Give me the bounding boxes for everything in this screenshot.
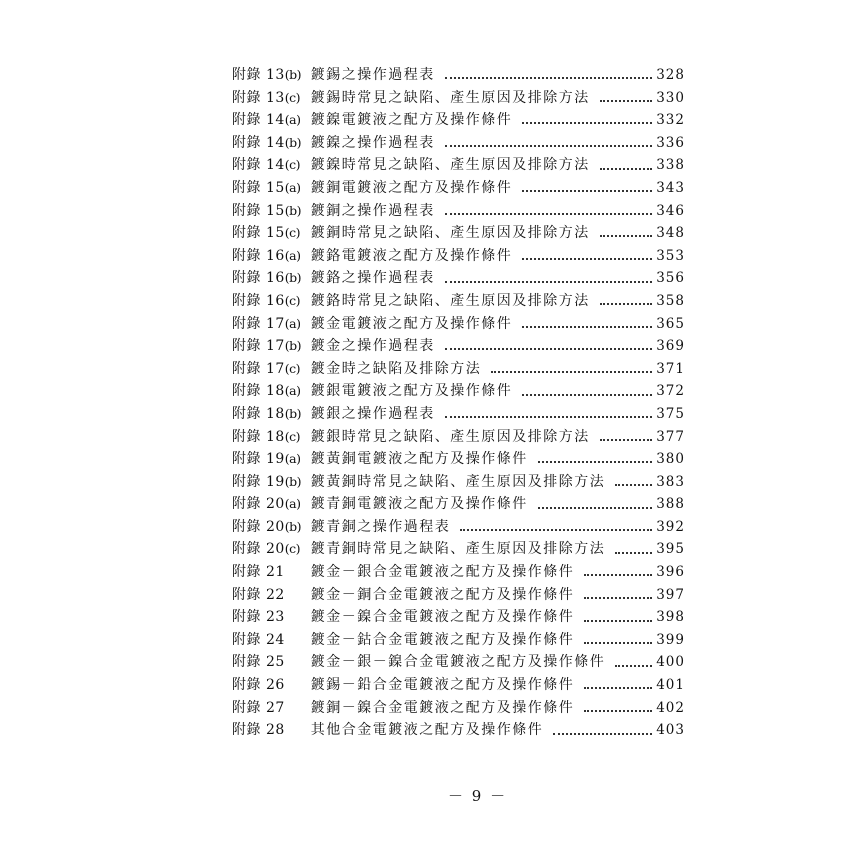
dot-leader (600, 100, 652, 102)
toc-entry-page-number: 338 (656, 157, 685, 174)
toc-entry-subsection: (a) (284, 179, 301, 195)
toc-entry (232, 267, 685, 290)
toc-entry (232, 245, 685, 268)
toc-entry-page-number: 353 (656, 247, 685, 264)
toc-entry (232, 561, 685, 584)
toc-entry-page-number: 375 (656, 405, 685, 422)
toc-entry-title: 鍍金－銀合金電鍍液之配方及操作條件 (310, 564, 575, 581)
toc-entry-label: 附錄 14 (232, 112, 285, 129)
toc-entry-title: 鍍銀電鍍液之配方及操作條件 (310, 383, 513, 400)
toc-entry-title: 鍍鉻時常見之缺陷、產生原因及排除方法 (310, 292, 590, 309)
toc-entry-page-number: 383 (656, 473, 685, 490)
dot-leader (584, 597, 652, 599)
toc-entry (232, 719, 685, 742)
toc-entry-page-number: 330 (656, 89, 685, 106)
dot-leader (445, 77, 652, 79)
dot-leader (600, 235, 652, 237)
toc-entry-title: 鍍金電鍍液之配方及操作條件 (310, 315, 513, 332)
toc-entry-subsection: (c) (284, 89, 301, 105)
toc-entry-title: 鍍鎳電鍍液之配方及操作條件 (310, 112, 513, 129)
toc-entry-page-number: 396 (656, 564, 685, 581)
toc-entry-title: 鍍錫之操作過程表 (310, 67, 435, 83)
toc-entry-title: 鍍銀之操作過程表 (310, 405, 435, 422)
toc-entry (232, 516, 685, 539)
toc-entry-page-number: 358 (656, 292, 685, 309)
toc-entry-page-number: 388 (656, 496, 685, 513)
toc-entry-title: 鍍金－鈷合金電鍍液之配方及操作條件 (310, 631, 575, 648)
toc-entry-subsection: (b) (284, 67, 302, 82)
toc-entry-page-number: 372 (656, 383, 685, 400)
toc-entry-page-number: 332 (656, 112, 685, 129)
toc-entry (232, 177, 685, 200)
toc-entry-title: 鍍銅－鎳合金電鍍液之配方及操作條件 (310, 699, 575, 716)
toc-entry-title: 鍍青銅電鍍液之配方及操作條件 (310, 496, 528, 513)
dot-leader (615, 665, 652, 667)
toc-entry-label: 附錄 14 (232, 157, 285, 174)
toc-entry-subsection: (c) (284, 541, 301, 557)
toc-entry-title: 鍍銅之操作過程表 (310, 202, 435, 219)
toc-entry-label: 附錄 26 (232, 677, 285, 694)
toc-entry-label: 附錄 15 (232, 225, 285, 242)
toc-entry-label: 附錄 17 (232, 315, 285, 332)
toc-entry-label: 附錄 23 (232, 609, 285, 626)
dot-leader (445, 416, 652, 418)
toc-entry-label: 附錄 18 (232, 405, 285, 422)
toc-entry-subsection: (b) (284, 202, 302, 218)
toc-entry-subsection: (b) (284, 473, 302, 489)
toc-entry-label: 附錄 20 (232, 518, 285, 535)
toc-entry-title: 鍍金－鎳合金電鍍液之配方及操作條件 (310, 609, 575, 626)
toc-entry (232, 629, 685, 652)
dot-leader (584, 574, 652, 576)
toc-entry-title: 鍍金－銀－鎳合金電鍍液之配方及操作條件 (310, 654, 606, 671)
toc-entry-label: 附錄 17 (232, 338, 285, 355)
toc-entry-page-number: 377 (656, 428, 685, 445)
toc-entry-page-number: 392 (656, 518, 685, 535)
toc-entry-subsection: (a) (284, 383, 301, 399)
toc-entry-title: 鍍鉻之操作過程表 (310, 270, 435, 287)
toc-entry (232, 674, 685, 697)
toc-entry-title: 鍍鎳之操作過程表 (310, 134, 435, 151)
toc-entry-label: 附錄 18 (232, 383, 285, 400)
toc-entry-page-number: 398 (656, 609, 685, 626)
toc-entry-page-number: 348 (656, 225, 685, 242)
dot-leader (491, 371, 652, 373)
toc-entry-page-number: 365 (656, 315, 685, 332)
toc-entry-label: 附錄 16 (232, 292, 285, 309)
toc-entry (232, 222, 685, 245)
toc-entry (232, 290, 685, 313)
toc-entry-title: 鍍銅時常見之缺陷、產生原因及排除方法 (310, 225, 590, 242)
toc-entry-title: 鍍青銅之操作過程表 (310, 518, 451, 535)
toc-entry-label: 附錄 19 (232, 473, 285, 490)
dot-leader (445, 213, 652, 215)
toc-entry-label: 附錄 22 (232, 586, 285, 603)
toc-entry-title: 鍍青銅時常見之缺陷、產生原因及排除方法 (310, 541, 606, 558)
dot-leader (584, 710, 652, 712)
dot-leader (522, 190, 652, 192)
toc-entry (232, 154, 685, 177)
toc-entry-title: 鍍金－銅合金電鍍液之配方及操作條件 (310, 586, 575, 603)
toc-entry-page-number: 395 (656, 541, 685, 558)
toc-entry-page-number: 399 (656, 631, 685, 648)
dot-leader (460, 529, 652, 531)
toc-entry-label: 附錄 18 (232, 428, 285, 445)
toc-entry-page-number: 328 (656, 67, 685, 83)
toc-entry-subsection: (b) (284, 405, 302, 421)
toc-entry-subsection: (b) (284, 134, 302, 150)
dot-leader (553, 733, 652, 735)
dot-leader (615, 484, 652, 486)
toc-entry (232, 697, 685, 720)
dot-leader (522, 122, 652, 124)
toc-entry-subsection: (c) (284, 225, 301, 241)
toc-entry-title: 鍍鎳時常見之缺陷、產生原因及排除方法 (310, 157, 590, 174)
toc-entry-page-number: 356 (656, 270, 685, 287)
toc-entry-title: 鍍金時之缺陷及排除方法 (310, 360, 482, 377)
toc-entry-label: 附錄 27 (232, 699, 285, 716)
toc-entry-label: 附錄 14 (232, 134, 285, 151)
toc-entry-title: 鍍銀時常見之缺陷、產生原因及排除方法 (310, 428, 590, 445)
toc-entry (232, 403, 685, 426)
dot-leader (584, 620, 652, 622)
toc-entry-title: 鍍錫時常見之缺陷、產生原因及排除方法 (310, 89, 590, 106)
toc-entry (232, 64, 685, 87)
toc-entry-label: 附錄 16 (232, 247, 285, 264)
toc-entry-title: 鍍銅電鍍液之配方及操作條件 (310, 179, 513, 196)
toc-entry-subsection: (c) (284, 428, 301, 444)
dot-leader (445, 145, 652, 147)
toc-entry-page-number: 343 (656, 179, 685, 196)
toc-entry-title: 鍍黃銅電鍍液之配方及操作條件 (310, 451, 528, 468)
toc-entry (232, 380, 685, 403)
toc-entry-subsection: (b) (284, 338, 302, 354)
toc-entry-subsection: (c) (284, 360, 301, 376)
toc-entry (232, 335, 685, 358)
toc-entry-page-number: 397 (656, 586, 685, 603)
toc-entry-label: 附錄 16 (232, 270, 285, 287)
toc-entry (232, 538, 685, 561)
toc-entry (232, 358, 685, 381)
toc-entry-label: 附錄 20 (232, 496, 285, 513)
toc-entry (232, 584, 685, 607)
dot-leader (600, 439, 652, 441)
toc-entry (232, 493, 685, 516)
toc-entry (232, 132, 685, 155)
toc-entry (232, 606, 685, 629)
toc-entry-page-number: 336 (656, 134, 685, 151)
dot-leader (538, 507, 652, 509)
toc-entry-subsection: (b) (284, 270, 302, 286)
toc-entry-title: 鍍金之操作過程表 (310, 338, 435, 355)
table-of-contents (232, 64, 685, 742)
toc-entry-subsection: (a) (284, 496, 301, 512)
toc-entry-subsection: (c) (284, 292, 301, 308)
toc-entry-page-number: 400 (656, 654, 685, 671)
dot-leader (615, 552, 652, 554)
toc-entry (232, 87, 685, 110)
toc-entry-subsection: (c) (284, 157, 301, 173)
toc-entry-page-number: 402 (656, 699, 685, 716)
toc-entry-label: 附錄 13 (232, 89, 285, 106)
toc-entry-title: 其他合金電鍍液之配方及操作條件 (310, 722, 544, 739)
dot-leader (584, 687, 652, 689)
toc-entry (232, 109, 685, 132)
dot-leader (600, 168, 652, 170)
toc-entry-label: 附錄 19 (232, 451, 285, 468)
toc-entry-subsection: (a) (284, 451, 301, 467)
dot-leader (522, 258, 652, 260)
toc-entry (232, 448, 685, 471)
toc-entry-label: 附錄 15 (232, 202, 285, 219)
toc-entry-page-number: 401 (656, 677, 685, 694)
toc-entry (232, 200, 685, 223)
dot-leader (445, 348, 652, 350)
toc-entry-label: 附錄 20 (232, 541, 285, 558)
dot-leader (584, 642, 652, 644)
toc-entry-subsection: (b) (284, 518, 302, 534)
toc-entry-label: 附錄 13 (232, 67, 285, 83)
dot-leader (522, 326, 652, 328)
toc-entry-label: 附錄 24 (232, 631, 285, 648)
toc-entry-page-number: 369 (656, 338, 685, 355)
toc-entry-label: 附錄 21 (232, 564, 285, 581)
toc-entry-label: 附錄 28 (232, 722, 285, 739)
dot-leader (538, 461, 652, 463)
toc-entry-subsection: (a) (284, 112, 301, 128)
toc-entry-page-number: 346 (656, 202, 685, 219)
toc-entry-title: 鍍錫－鉛合金電鍍液之配方及操作條件 (310, 677, 575, 694)
toc-entry-subsection: (a) (284, 247, 301, 263)
dot-leader (522, 394, 652, 396)
page-number: － 9 － (448, 787, 508, 805)
toc-entry-label: 附錄 15 (232, 179, 285, 196)
toc-entry-page-number: 403 (656, 722, 685, 739)
toc-entry-page-number: 380 (656, 451, 685, 468)
toc-entry-page-number: 371 (656, 360, 685, 377)
toc-entry-title: 鍍鉻電鍍液之配方及操作條件 (310, 247, 513, 264)
toc-entry (232, 471, 685, 494)
toc-entry-subsection: (a) (284, 315, 301, 331)
toc-entry (232, 426, 685, 449)
dot-leader (600, 303, 652, 305)
dot-leader (445, 281, 652, 283)
toc-entry (232, 313, 685, 336)
toc-entry-label: 附錄 17 (232, 360, 285, 377)
toc-entry-label: 附錄 25 (232, 654, 285, 671)
toc-entry-title: 鍍黃銅時常見之缺陷、產生原因及排除方法 (310, 473, 606, 490)
toc-entry (232, 651, 685, 674)
